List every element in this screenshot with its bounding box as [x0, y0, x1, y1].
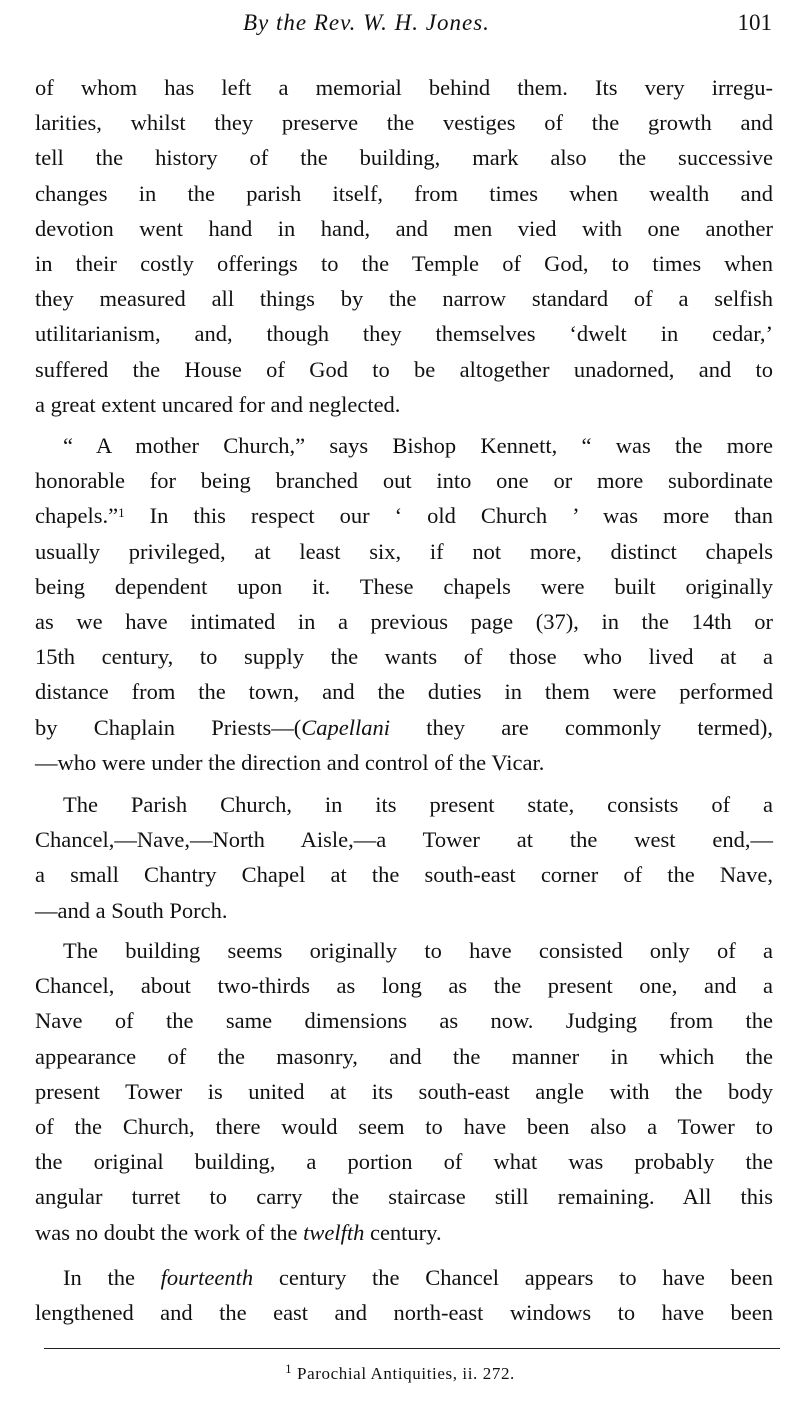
text-segment: in their costly offerings to the Temple of God, to times when — [35, 250, 773, 276]
text-line — [35, 1003, 773, 1038]
italic-text: Capellani — [301, 714, 390, 740]
text-line — [35, 1295, 773, 1330]
running-title: By the Rev. W. H. Jones. — [243, 10, 490, 35]
text-line — [35, 569, 773, 604]
text-segment: “ A mother Church,” says Bishop Kennett, “ was the more — [63, 433, 773, 458]
footnote-divider — [44, 1348, 780, 1349]
text-segment: honorable for being branched out into one or more subordinate — [35, 468, 773, 494]
text-line — [35, 674, 773, 709]
text-line — [35, 787, 773, 822]
text-line — [35, 822, 773, 857]
text-segment: larities, whilst they preserve the vestiges of the growth and — [35, 110, 773, 136]
text-segment: a great extent uncared for and neglected. — [35, 391, 401, 417]
paragraph — [35, 933, 773, 1250]
text-line — [35, 710, 773, 745]
text-segment: 15th century, to supply the wants of those who lived at a — [35, 644, 773, 670]
text-segment: Nave of the same dimensions as now. Judging from the — [35, 1008, 773, 1034]
text-line — [35, 498, 773, 533]
text-line — [35, 968, 773, 1003]
text-segment: as we have intimated in a previous page (37), in the 14th or — [35, 608, 773, 634]
text-line — [35, 1109, 773, 1144]
text-line — [35, 428, 773, 463]
text-segment: being dependent upon it. These chapels were built originally — [35, 573, 773, 599]
text-segment: changes in the parish itself, from times when wealth and — [35, 180, 773, 206]
italic-text: twelfth — [303, 1219, 365, 1245]
text-segment: the original building, a portion of what was probably the — [35, 1149, 773, 1175]
text-segment: century. — [364, 1219, 442, 1245]
paragraph — [35, 787, 773, 928]
text-segment: Chancel, about two-thirds as long as the present one, and a — [35, 973, 773, 999]
text-line — [35, 893, 773, 928]
text-segment: utilitarianism, and, though they themselves ‘dwelt in cedar,’ — [35, 321, 773, 347]
text-line — [35, 1074, 773, 1109]
text-segment: angular turret to carry the staircase still remaining. All this — [35, 1184, 773, 1210]
text-line — [35, 352, 773, 387]
text-segment: present Tower is united at its south-east angle with the body — [35, 1078, 773, 1104]
text-segment: was no doubt the work of the — [35, 1219, 304, 1245]
text-line — [35, 211, 773, 246]
paragraph — [35, 70, 773, 422]
text-line — [35, 70, 773, 105]
text-line — [35, 604, 773, 639]
text-line — [35, 387, 773, 422]
footnote-marker: 1 — [285, 1361, 293, 1376]
text-segment: tell the history of the building, mark also the successive — [35, 145, 773, 171]
text-segment: they measured all things by the narrow standard of a selfish — [35, 286, 773, 312]
text-segment: a small Chantry Chapel at the south-east corner of the Nave, — [35, 862, 773, 888]
text-line — [35, 105, 773, 140]
text-line — [35, 1144, 773, 1179]
text-segment: they are commonly termed), — [389, 714, 774, 740]
footnote-text: Parochial Antiquities, ii. 272. — [292, 1364, 515, 1383]
text-segment: suffered the House of God to be altogether unadorned, and to — [35, 356, 773, 382]
text-segment: of the Church, there would seem to have been also a Tower to — [35, 1113, 773, 1139]
text-segment: —and a South Porch. — [35, 897, 228, 923]
text-segment: lengthened and the east and north-east windows to have been — [35, 1300, 773, 1326]
text-segment: century the Chancel appears to have been — [253, 1265, 773, 1290]
text-line — [35, 316, 773, 351]
text-segment: usually privileged, at least six, if not more, distinct chapels — [35, 538, 773, 564]
text-line — [35, 1260, 773, 1295]
text-line — [35, 639, 773, 674]
text-line — [35, 140, 773, 175]
text-line — [35, 246, 773, 281]
text-line — [35, 281, 773, 316]
text-segment: distance from the town, and the duties in them were performed — [35, 679, 773, 705]
text-segment: Chancel,—Nave,—North Aisle,—a Tower at the west end,— — [35, 827, 773, 853]
text-segment: appearance of the masonry, and the manner in which the — [35, 1043, 773, 1069]
text-segment: The Parish Church, in its present state, consists of a — [63, 792, 773, 817]
text-segment: —who were under the direction and control of the Vicar. — [35, 749, 545, 775]
text-segment: In this respect our ‘ old Church ’ was more than — [124, 503, 773, 529]
italic-text: fourteenth — [160, 1265, 254, 1290]
text-segment: In the — [63, 1265, 161, 1290]
text-line — [35, 534, 773, 569]
text-line — [35, 933, 773, 968]
text-segment: The building seems originally to have consisted only of a — [63, 938, 773, 963]
footnote — [0, 1361, 800, 1384]
text-line — [35, 857, 773, 892]
page-number: 101 — [737, 10, 772, 35]
paragraph — [35, 1260, 773, 1330]
text-segment: chapels.” — [35, 503, 119, 529]
text-segment: devotion went hand in hand, and men vied with one another — [35, 215, 773, 241]
text-segment: of whom has left a memorial behind them. Its very irregu- — [35, 75, 773, 100]
footnote-reference: 1 — [118, 505, 125, 521]
text-segment: by Chaplain Priests—( — [35, 714, 302, 740]
text-line — [35, 176, 773, 211]
paragraph — [35, 428, 773, 780]
text-line — [35, 1179, 773, 1214]
page-header — [0, 6, 800, 40]
text-line — [35, 745, 773, 780]
text-line — [35, 1215, 773, 1250]
text-line — [35, 463, 773, 498]
text-line — [35, 1039, 773, 1074]
